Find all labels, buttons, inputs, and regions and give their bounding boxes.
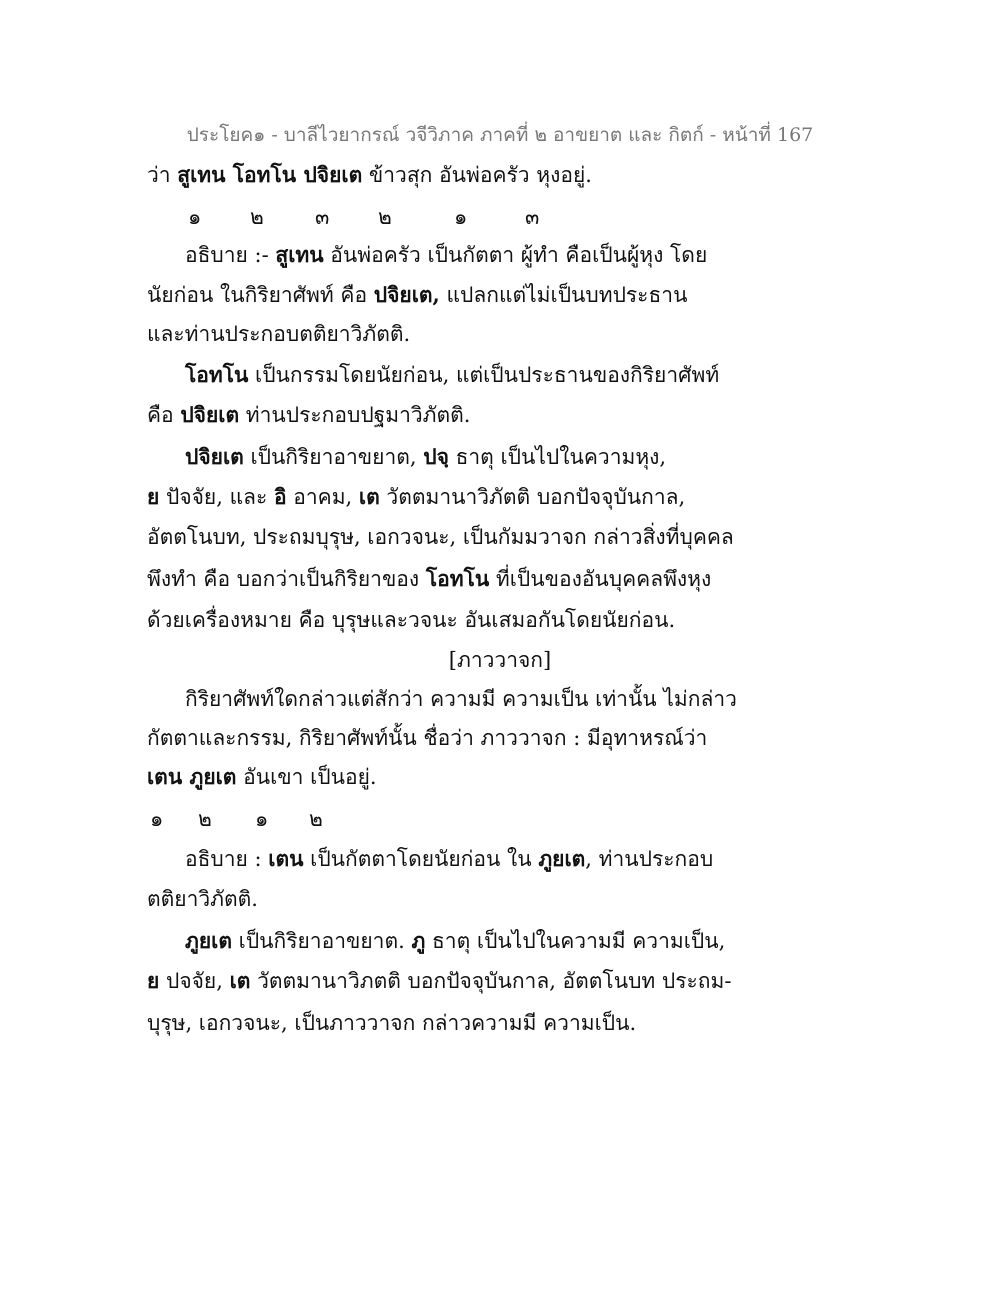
paragraph-line [147,280,687,310]
paragraph-line [147,400,470,430]
number-marker: ๒ [309,807,323,831]
text: แปลกแต่ไม่เป็นบทประธาน [439,283,688,307]
pali-term: อิ [273,484,287,509]
paragraph-line [185,844,713,874]
pali-term: สูเทน [275,242,324,267]
paragraph-line: กิริยาศัพท์ใดกล่าวแต่สักว่า ความมี ความเป็น เท่านั้น ไม่กล่าว [185,687,737,711]
number-marker: ๒ [198,807,212,831]
paragraph-line [185,926,725,956]
text: เป็นกิริยาอาขยาต, [243,445,424,469]
number-marker: ๑ [188,205,202,229]
text: วัตตมานาวิภัตติ บอกปัจจุบันกาล, [379,485,686,509]
pali-term: เต [358,484,380,509]
pali-term: โอทโน [425,566,490,591]
example-line-2 [147,762,377,792]
text: อันพ่อครัว เป็นกัตตา ผู้ทำ คือเป็นผู้หุง โดย [323,243,708,267]
pali-term: ปจิยเต [180,402,240,427]
text: คือ [147,403,181,427]
paragraph-line [147,482,685,512]
text: อธิบาย : [185,847,269,871]
pali-term: ปจิยเต, [373,282,440,307]
paragraph-line: กัตตาและกรรม, กิริยาศัพท์นั้น ชื่อว่า ภาววาจก : มีอุทาหรณ์ว่า [147,726,708,750]
pali-example: เตน ภูยเต [147,764,237,789]
pali-term: ภูยเต [538,846,586,871]
number-marker: ๑ [454,205,468,229]
text: เป็นกรรมโดยนัยก่อน, แต่เป็นประธานของกิริยาศัพท์ [248,363,720,387]
text: อธิบาย :- [185,243,276,267]
pali-example: สูเทน โอทโน ปจิยเต [177,162,363,187]
paragraph-line: ตติยาวิภัตติ. [147,887,258,911]
paragraph-line: อัตตโนบท, ประถมบุรุษ, เอกวจนะ, เป็นกัมมวาจก กล่าวสิ่งที่บุคคล [147,525,734,549]
pali-term: ปจฺ [423,444,449,469]
text: ที่เป็นของอันบุคคลพึงหุง [489,567,712,591]
text: ข้าวสุก อันพ่อครัว หุงอยู่. [362,163,592,187]
number-marker: ๓ [315,205,330,229]
example-line-1 [147,160,592,190]
pali-term: ย [147,968,160,993]
paragraph-line [147,966,731,996]
paragraph-line: บุรุษ, เอกวจนะ, เป็นภาววาจก กล่าวความมี ความเป็น. [147,1011,637,1035]
text: วัตตมานาวิภตติ บอกปัจจุบันกาล, อัตตโนบท ประถม- [250,969,732,993]
pali-term: ภู [411,928,426,953]
text: พึงทำ คือ บอกว่าเป็นกิริยาของ [147,567,426,591]
text: นัยก่อน ในกิริยาศัพท์ คือ [147,283,374,307]
text: , ท่านประกอบ [585,847,714,871]
number-marker: ๓ [525,205,540,229]
section-heading: [ภาววาจก] [448,648,552,672]
pali-term: ภูยเต [185,928,232,953]
pali-term: ย [147,484,160,509]
text: อันเขา เป็นอยู่. [236,765,377,789]
number-marker: ๒ [250,205,264,229]
pali-term: เตน [268,846,304,871]
text: ธาตุ เป็นไปในความหุง, [448,445,667,469]
pali-term: เต [229,968,251,993]
text: ปจจัย, [159,969,230,993]
text: ท่านประกอบปฐมาวิภัตติ. [239,403,471,427]
text: เป็นกิริยาอาขยาต. [231,929,412,953]
paragraph-line: และท่านประกอบตติยาวิภัตติ. [147,322,411,346]
paragraph-line: ด้วยเครื่องหมาย คือ บุรุษและวจนะ อันเสมอกันโดยนัยก่อน. [147,608,676,632]
text: อาคม, [286,485,359,509]
number-marker: ๑ [255,807,269,831]
paragraph-line [185,442,666,472]
page-header: ประโยค๑ - บาลีไวยากรณ์ วจีวิภาค ภาคที่ ๒ อาขยาต และ กิตก์ - หน้าที่ 167 [186,124,814,146]
number-marker: ๒ [378,205,392,229]
text: ว่า [147,163,178,187]
text: ธาตุ เป็นไปในความมี ความเป็น, [425,929,726,953]
text: เป็นกัตตาโดยนัยก่อน ใน [303,847,539,871]
paragraph-line [185,240,707,270]
pali-term: โอทโน [185,362,249,387]
text: ปัจจัย, และ [159,485,274,509]
paragraph-line [147,564,711,594]
number-marker: ๑ [150,807,164,831]
pali-term: ปจิยเต [185,444,244,469]
paragraph-line [185,360,719,390]
